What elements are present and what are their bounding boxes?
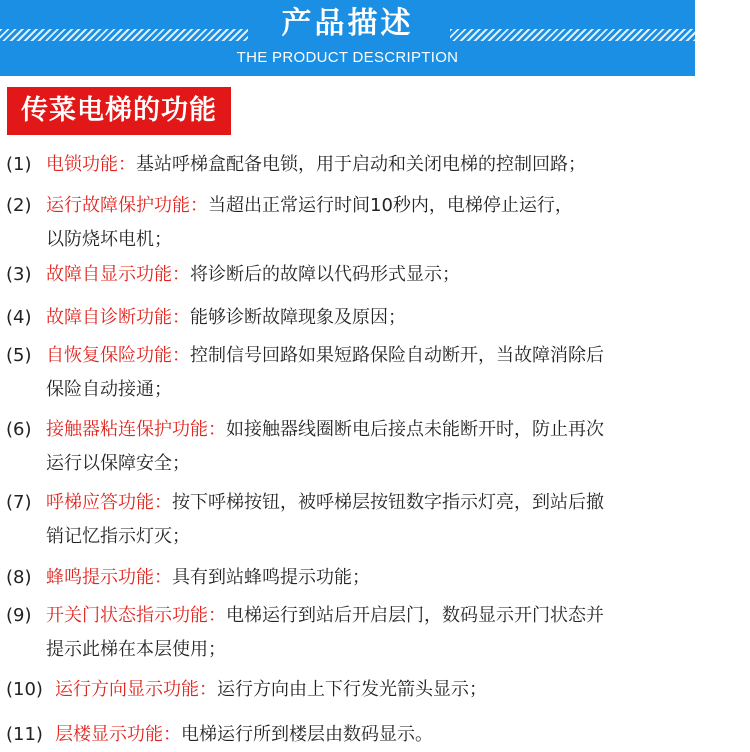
banner-title: 产品描述 — [281, 6, 414, 41]
feature-number: (5) — [6, 345, 32, 366]
feature-name: 故障自显示功能： — [46, 264, 190, 285]
description-banner — [0, 0, 695, 76]
feature-name: 运行方向显示功能： — [55, 679, 217, 700]
feature-name: 层楼显示功能： — [55, 724, 181, 745]
feature-name: 开关门状态指示功能： — [46, 605, 226, 626]
feature-description-continued: 以防烧坏电机； — [46, 229, 172, 250]
feature-description: 运行方向由上下行发光箭头显示； — [217, 679, 487, 700]
feature-number: (8) — [6, 567, 32, 588]
feature-description-continued: 提示此梯在本层使用； — [46, 639, 226, 660]
feature-number: (2) — [6, 195, 32, 216]
feature-name: 呼梯应答功能： — [46, 492, 172, 513]
feature-description: 电梯运行到站后开启层门，数码显示开门状态并 — [226, 605, 604, 626]
feature-description: 具有到站蜂鸣提示功能； — [172, 567, 370, 588]
feature-description: 能够诊断故障现象及原因； — [190, 307, 406, 328]
section-heading: 传菜电梯的功能 — [7, 87, 231, 135]
feature-description: 当超出正常运行时间10秒内，电梯停止运行， — [208, 195, 573, 216]
feature-name: 蜂鸣提示功能： — [46, 567, 172, 588]
feature-description: 控制信号回路如果短路保险自动断开，当故障消除后 — [190, 345, 604, 366]
feature-description-continued: 销记忆指示灯灭； — [46, 526, 190, 547]
feature-number: (11) — [6, 724, 43, 745]
feature-description: 基站呼梯盒配备电锁，用于启动和关闭电梯的控制回路； — [136, 154, 586, 175]
feature-name: 故障自诊断功能： — [46, 307, 190, 328]
banner-subtitle: THE PRODUCT DESCRIPTION — [236, 49, 459, 66]
feature-name: 运行故障保护功能： — [46, 195, 208, 216]
feature-number: (4) — [6, 307, 32, 328]
feature-name: 接触器粘连保护功能： — [46, 419, 226, 440]
feature-name: 自恢复保险功能： — [46, 345, 190, 366]
feature-description-continued: 保险自动接通； — [46, 379, 172, 400]
feature-name: 电锁功能： — [46, 154, 136, 175]
feature-number: (7) — [6, 492, 32, 513]
feature-number: (1) — [6, 154, 32, 175]
feature-description: 将诊断后的故障以代码形式显示； — [190, 264, 460, 285]
feature-number: (3) — [6, 264, 32, 285]
feature-number: (6) — [6, 419, 32, 440]
feature-description: 按下呼梯按钮，被呼梯层按钮数字指示灯亮，到站后撤 — [172, 492, 604, 513]
feature-number: (10) — [6, 679, 43, 700]
feature-description: 电梯运行所到楼层由数码显示。 — [181, 724, 433, 745]
feature-description-continued: 运行以保障安全； — [46, 453, 190, 474]
feature-number: (9) — [6, 605, 32, 626]
feature-description: 如接触器线圈断电后接点未能断开时，防止再次 — [226, 419, 604, 440]
